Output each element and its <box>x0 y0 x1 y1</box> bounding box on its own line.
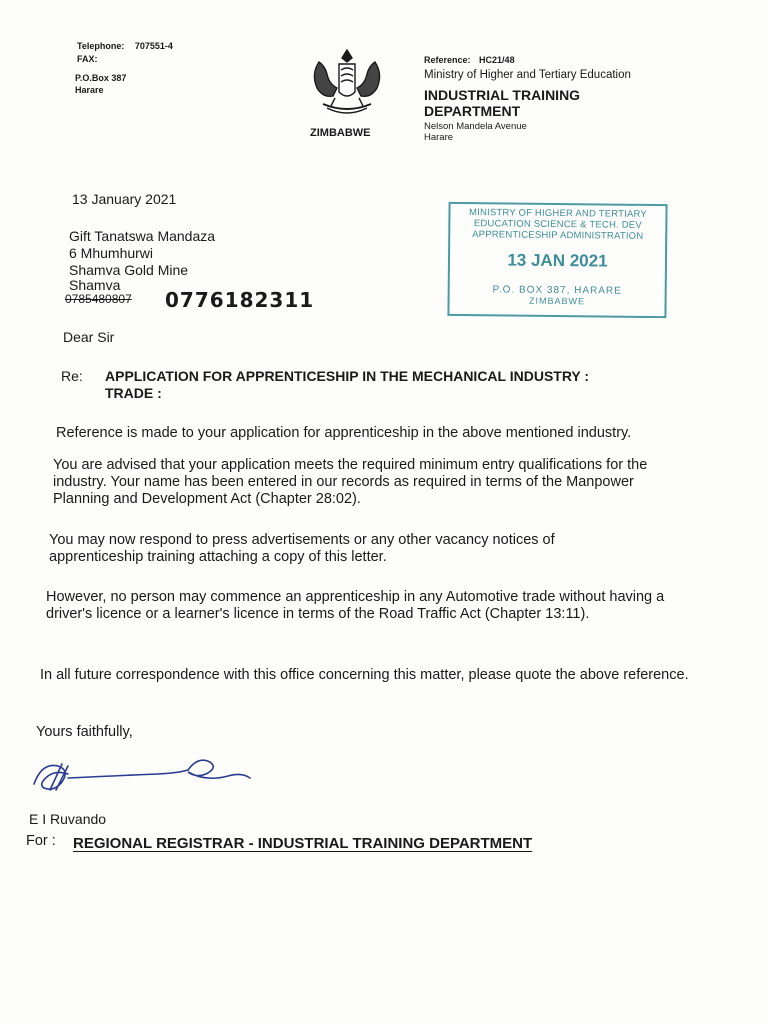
header-city-right: Harare <box>424 132 454 143</box>
header-city-left: Harare <box>75 85 104 95</box>
stamp-address: P.O. BOX 387, HARARE <box>492 284 622 297</box>
subject-line1: APPLICATION FOR APPRENTICESHIP IN THE MECHANICAL INDUSTRY : <box>105 368 590 384</box>
stamp-date: 13 JAN 2021 <box>507 250 608 271</box>
telephone-line <box>77 41 173 51</box>
reference-value: HC21/48 <box>479 55 515 65</box>
reference-label: Reference: <box>424 55 471 65</box>
signatory-name: E I Ruvando <box>29 811 107 827</box>
paragraph-3: You may now respond to press advertisements or any other vacancy notices of apprenticeship training attaching a copy of this letter. <box>49 532 555 565</box>
new-phone-number-handwritten: 0776182311 <box>165 288 315 312</box>
received-stamp <box>447 202 667 318</box>
stamp-line2: EDUCATION SCIENCE & TECH. DEV <box>473 218 642 231</box>
recipient-name: Gift Tanatswa Mandaza <box>69 228 216 244</box>
department-line2: DEPARTMENT <box>424 103 521 119</box>
ministry-name: Ministry of Higher and Tertiary Education <box>424 69 631 81</box>
department-line1: INDUSTRIAL TRAINING <box>424 87 581 103</box>
letter-date: 13 January 2021 <box>72 191 177 207</box>
stamp-country: ZIMBABWE <box>529 295 586 307</box>
zimbabwe-coat-of-arms-icon <box>305 48 389 120</box>
recipient-address-line1: 6 Mhumhurwi <box>69 245 154 261</box>
signatory-title: REGIONAL REGISTRAR - INDUSTRIAL TRAINING DEPARTMENT <box>73 835 533 852</box>
stamp-line1: MINISTRY OF HIGHER AND TERTIARY <box>468 207 648 220</box>
recipient-address-line3: Shamva <box>69 277 121 293</box>
subject-line2: TRADE : <box>105 385 162 401</box>
recipient-address-line2: Shamva Gold Mine <box>69 262 189 278</box>
subject-label: Re: <box>61 368 83 384</box>
paragraph-5: In all future correspondence with this office concerning this matter, please quote the above reference. <box>40 667 689 683</box>
stamp-line3: APPRENTICESHIP ADMINISTRATION <box>472 229 644 242</box>
fax-label: FAX: <box>77 54 98 64</box>
paragraph-2: You are advised that your application meets the required minimum entry qualifications for the industry. Your name has been entered in our records as required in terms of the Manpower Planning and Development Act (Chapter 28:02). <box>53 457 648 507</box>
old-phone-number: 0785480807 <box>65 292 132 306</box>
paragraph-4: However, no person may commence an apprenticeship in any Automotive trade without having a driver's licence or a learner's licence in terms of the Road Traffic Act (Chapter 13:11). <box>46 589 665 622</box>
reference-line <box>424 55 515 65</box>
country-name: ZIMBABWE <box>310 127 371 139</box>
telephone-value: 707551-4 <box>134 41 173 51</box>
paragraph-1: Reference is made to your application for apprenticeship in the above mentioned industry. <box>56 425 632 441</box>
for-label: For : <box>26 833 56 849</box>
salutation: Dear Sir <box>63 329 115 345</box>
street-address: Nelson Mandela Avenue <box>424 121 527 132</box>
handwritten-signature <box>28 752 258 802</box>
po-box: P.O.Box 387 <box>75 73 127 83</box>
telephone-label: Telephone: <box>77 41 125 51</box>
closing: Yours faithfully, <box>36 724 133 740</box>
